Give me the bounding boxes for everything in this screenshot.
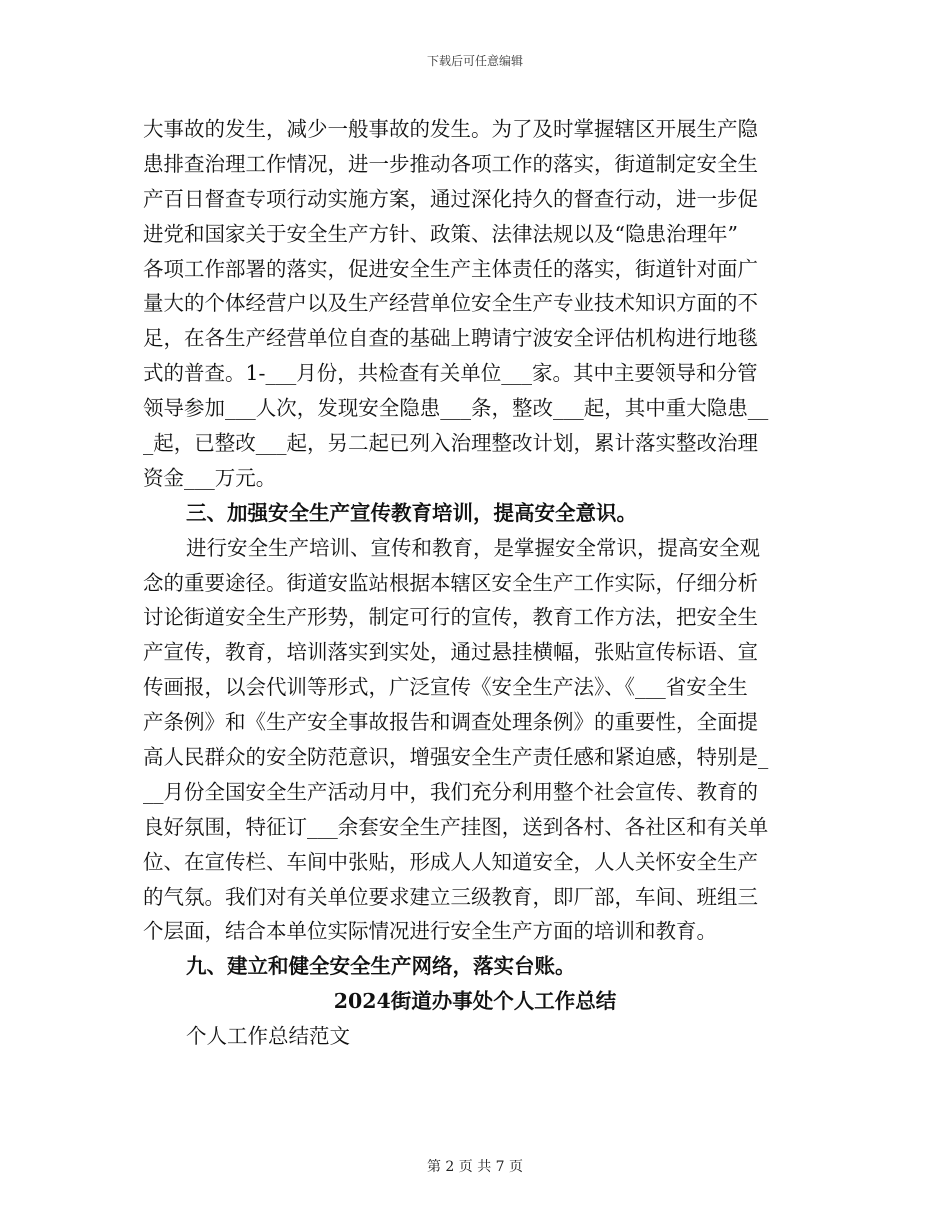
header-note: 下载后可任意编辑 [426,54,523,68]
subtitle-line: 个人工作总结范文 [186,1024,350,1049]
body-line: 产条例》和《生产安全事故报告和调查处理条例》的重要性，全面提 [143,710,758,735]
body-line: 传画报，以会代训等形式，广泛宣传《安全生产法》、《___省安全生 [143,675,748,700]
body-line: 产百日督查专项行动实施方案，通过深化持久的督查行动，进一步促 [143,186,758,211]
body-line: 进党和国家关于安全生产方针、政策、法律法规以及“隐患治理年” [143,221,738,246]
body-line: 进行安全生产培训、宣传和教育，是掌握安全常识，提高安全观 [186,535,760,560]
body-line: 大事故的发生，减少一般事故的发生。为了及时掌握辖区开展生产隐 [143,117,758,141]
body-line: 个层面，结合本单位实际情况进行安全生产方面的培训和教育。 [143,919,717,944]
body-line: 患排查治理工作情况，进一步推动各项工作的落实，街道制定安全生 [143,151,758,176]
body-line: 足，在各生产经营单位自查的基础上聘请宁波安全评估机构进行地毯 [143,326,758,351]
body-line: 高人民群众的安全防范意识，增强安全生产责任感和紧迫感，特别是_ [143,745,769,770]
body-line: 的气氛。我们对有关单位要求建立三级教育，即厂部，车间、班组三 [143,884,758,909]
body-line: 各项工作部署的落实，促进安全生产主体责任的落实，街道针对面广 [143,256,758,281]
body-line: __月份全国安全生产活动月中，我们充分利用整个社会宣传、教育的 [143,779,758,804]
body-line: 讨论街道安全生产形势，制定可行的宣传，教育工作方法，把安全生 [143,605,758,630]
body-line: 产宣传，教育，培训落实到实处，通过悬挂横幅，张贴宣传标语、宣 [143,640,758,665]
document-body [143,112,807,1054]
body-line: 位、在宣传栏、车间中张贴，形成人人知道安全，人人关怀安全生产 [143,849,758,874]
body-line: 念的重要途径。街道安监站根据本辖区安全生产工作实际，仔细分析 [143,570,758,595]
section-heading: 九、建立和健全安全生产网络，落实台账。 [186,954,576,979]
section-heading: 三、加强安全生产宣传教育培训，提高安全意识。 [186,500,637,525]
body-line: 良好氛围，特征订___余套安全生产挂图，送到各村、各社区和有关单 [143,814,769,839]
body-line: 量大的个体经营户以及生产经营单位安全生产专业技术知识方面的不 [143,291,758,316]
body-line: 资金___万元。 [143,465,277,490]
page-number: 第 2 页 共 7 页 [426,1159,524,1175]
body-line: 式的普查。1-___月份，共检查有关单位___家。其中主要领导和分管 [143,361,758,386]
body-line: _起，已整改___起，另二起已列入治理整改计划，累计落实整改治理 [143,431,758,456]
document-title: 2024街道办事处个人工作总结 [333,989,617,1014]
body-line: 领导参加___人次，发现安全隐患___条，整改___起，其中重大隐患__ [143,396,769,421]
